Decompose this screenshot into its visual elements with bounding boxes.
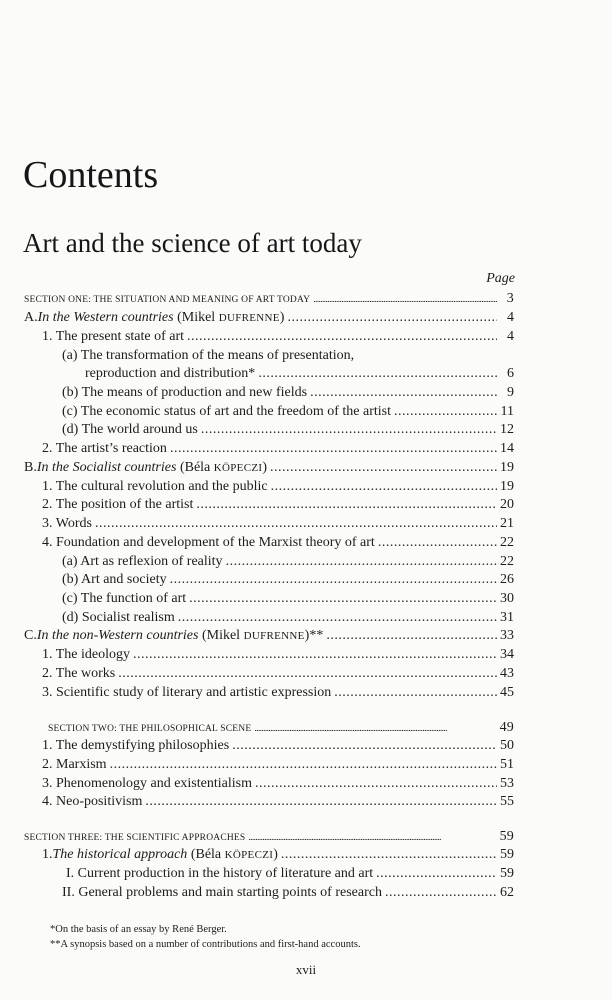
toc-entry-number: I.: [66, 866, 75, 881]
toc-entry-label: [24, 459, 267, 477]
toc-entry-text: The function of art: [77, 591, 187, 606]
toc-entry-label: [42, 478, 268, 496]
toc-entry-label: [42, 515, 92, 533]
toc-leader-dots: [254, 720, 496, 738]
page-column-label: Page: [486, 271, 515, 286]
toc-page-number: 19: [500, 479, 514, 494]
toc-entry-text: The means of production and new fields: [78, 385, 308, 400]
toc-entry-label: [42, 846, 278, 864]
toc-entry[interactable]: [42, 793, 514, 811]
toc-entry[interactable]: [42, 478, 514, 496]
toc-leader-dots: [133, 646, 497, 664]
toc-entry-author: KÖPECZI: [213, 462, 263, 474]
toc-entry-text: The transformation of the means of presentation,: [77, 348, 355, 363]
toc-entry-label: [42, 665, 115, 683]
toc-entry-number: II.: [62, 885, 75, 900]
toc-page-number: 59: [499, 829, 514, 844]
toc-leader-dots: [287, 309, 497, 327]
toc-leader-dots: [189, 590, 497, 608]
toc-entry-number: 1.: [42, 847, 53, 862]
toc-entry-tail: )**: [304, 628, 324, 643]
toc-entry[interactable]: [62, 884, 514, 902]
toc-entry-text: (Béla: [187, 847, 225, 862]
toc-leader-dots: [170, 440, 497, 458]
toc-page-number: 9: [507, 385, 514, 400]
toc-entry-text: The ideology: [52, 647, 131, 662]
toc-entry-text: The demystifying philosophies: [52, 738, 230, 753]
toc-page-number: 34: [500, 647, 514, 662]
toc-entry-label: SECTION THREE: THE SCIENTIFIC APPROACHES: [24, 833, 246, 843]
footnotes: [50, 922, 361, 952]
toc-entry-text: (Béla: [176, 460, 214, 475]
toc-entry-label: [62, 571, 167, 589]
toc-entry-label: [66, 865, 373, 883]
toc-leader-dots: [334, 684, 497, 702]
toc-entry[interactable]: [42, 684, 514, 702]
toc-page-number: 62: [500, 885, 514, 900]
toc-entry-text: The works: [52, 666, 116, 681]
page-subtitle: Art and the science of art today: [23, 228, 362, 258]
toc-leader-dots: [95, 515, 497, 533]
toc-entry[interactable]: [42, 846, 514, 864]
toc-leader-dots: [313, 291, 497, 309]
toc-entry-number: (d): [62, 422, 79, 437]
toc-leader-dots: [281, 846, 497, 864]
toc-leader-dots: [118, 665, 497, 683]
toc-entry-region: In the Western countries: [37, 310, 174, 325]
toc-leader-dots: [270, 459, 497, 477]
toc-entry-number: 1.: [42, 479, 53, 494]
toc-page-number: 50: [500, 738, 514, 753]
toc-entry-tail: ): [262, 460, 267, 475]
toc-entry-number: 2.: [42, 441, 53, 456]
toc-entry-number: 3.: [42, 776, 53, 791]
toc-entry[interactable]: [42, 665, 514, 683]
toc-entry-author: DUFRENNE: [243, 630, 305, 642]
toc-entry[interactable]: [42, 534, 514, 552]
toc-page-number: 3: [506, 291, 514, 306]
toc-entry[interactable]: [24, 627, 514, 645]
toc-page-number: 26: [500, 572, 514, 587]
toc-entry[interactable]: [62, 590, 514, 608]
toc-page-number: 49: [499, 720, 514, 735]
toc-entry[interactable]: [42, 775, 514, 793]
toc-entry-number: 3.: [42, 516, 53, 531]
toc-entry[interactable]: [85, 365, 514, 383]
toc-leader-dots: [376, 865, 497, 883]
toc-entry-label: [85, 365, 255, 383]
toc-page-number: 53: [500, 776, 514, 791]
toc-entry-text: Phenomenology and existentialism: [52, 776, 252, 791]
toc-entry-number: 2.: [42, 757, 53, 772]
toc-entry-text: Words: [52, 516, 92, 531]
toc-leader-dots: [394, 403, 497, 421]
toc-page-number: 4: [507, 329, 514, 344]
toc-page-number: 12: [500, 422, 514, 437]
toc-entry-number: 4.: [42, 794, 53, 809]
toc-entry[interactable]: [24, 459, 514, 477]
toc-entry-text: The position of the artist: [52, 497, 194, 512]
toc-leader-dots: [232, 737, 497, 755]
page-title: Contents: [23, 154, 159, 196]
toc-entry-label: [42, 496, 193, 514]
toc-entry-text: The artist’s reaction: [52, 441, 167, 456]
toc-leader-dots: [258, 365, 497, 383]
toc-entry-label: [24, 309, 284, 327]
toc-entry-text: (Mikel: [173, 310, 219, 325]
toc-entry-number: (a): [62, 554, 78, 569]
toc-entry-author: KÖPECZI: [224, 849, 274, 861]
toc-entry-text: (Mikel: [198, 628, 244, 643]
toc-entry-label: [42, 684, 331, 702]
toc-leader-dots: [255, 775, 497, 793]
toc-page-number: 59: [500, 866, 514, 881]
toc-entry[interactable]: [62, 609, 514, 627]
toc-page-number: 45: [500, 685, 514, 700]
toc-leader-dots: [178, 609, 497, 627]
toc-entry[interactable]: [62, 571, 514, 589]
toc-entry-number: C.: [24, 628, 37, 643]
toc-page-number: 31: [500, 610, 514, 625]
toc-entry[interactable]: [42, 515, 514, 533]
toc-entry-number: 1.: [42, 738, 53, 753]
toc-entry-label: [62, 347, 354, 365]
toc-page-number: 6: [507, 366, 514, 381]
toc-entry-text: The economic status of art and the freedom of the artist: [77, 404, 392, 419]
toc-page-number: 51: [500, 757, 514, 772]
toc-entry[interactable]: [62, 421, 514, 439]
toc-entry-label: [62, 884, 382, 902]
footnote: **A synopsis based on a number of contributions and first-hand accounts.: [50, 939, 361, 950]
toc-page-number: 43: [500, 666, 514, 681]
toc-entry-label: [62, 403, 391, 421]
toc-entry-number: A.: [24, 310, 38, 325]
toc-entry-text: Art and society: [78, 572, 167, 587]
toc-leader-dots: [378, 534, 497, 552]
toc-entry-number: (c): [62, 591, 78, 606]
toc-leader-dots: [110, 756, 497, 774]
toc-entry-label: SECTION ONE: THE SITUATION AND MEANING OF ART TODAY: [24, 295, 311, 305]
toc-entry-text: Neo-positivism: [52, 794, 143, 809]
toc-page-number: 11: [500, 404, 514, 419]
footnote: *On the basis of an essay by René Berger.: [50, 924, 227, 935]
toc-entry-number: (d): [62, 610, 79, 625]
toc-entry-number: (c): [62, 404, 78, 419]
page-number: xvii: [295, 962, 317, 977]
toc-entry-text: The world around us: [78, 422, 198, 437]
toc-page-number: 55: [500, 794, 514, 809]
toc-entry[interactable]: [42, 756, 514, 774]
toc-leader-dots: [201, 421, 497, 439]
toc-entry-label: [42, 775, 252, 793]
toc-entry-text: reproduction and distribution*: [85, 366, 256, 381]
toc-entry-label: [62, 421, 198, 439]
toc-section-heading[interactable]: [24, 828, 514, 847]
toc-entry-label: [62, 590, 186, 608]
toc-entry[interactable]: [42, 496, 514, 514]
toc-entry-text: Socialist realism: [78, 610, 175, 625]
toc-entry-number: 1.: [42, 647, 53, 662]
toc-entry[interactable]: [24, 309, 514, 327]
toc-entry-label: [42, 646, 130, 664]
toc-entry-author: DUFRENNE: [218, 312, 280, 324]
toc-leader-dots: [385, 884, 497, 902]
toc-page-number: 19: [500, 460, 514, 475]
toc-leader-dots: [326, 627, 497, 645]
toc-page-number: 33: [500, 628, 514, 643]
toc-page-number: 59: [500, 847, 514, 862]
toc-entry-number: 2.: [42, 666, 53, 681]
toc-entry-number: 4.: [42, 535, 53, 550]
toc-entry-number: 2.: [42, 497, 53, 512]
toc-page-number: 30: [500, 591, 514, 606]
toc-entry-number: 1.: [42, 329, 53, 344]
toc-leader-dots: [196, 496, 497, 514]
toc-entry-label: [42, 328, 184, 346]
toc-entry-number: (b): [62, 385, 79, 400]
toc-page-number: 20: [500, 497, 514, 512]
toc-entry-label: [42, 534, 375, 552]
toc-page-number: 21: [500, 516, 514, 531]
toc-entry[interactable]: [66, 865, 514, 883]
toc-entry[interactable]: [42, 737, 514, 755]
toc-page-number: 22: [500, 535, 514, 550]
toc-entry-text: The present state of art: [52, 329, 185, 344]
toc-page-number: 14: [500, 441, 514, 456]
toc-entry-number: (b): [62, 572, 79, 587]
toc-entry-label: [24, 627, 323, 645]
toc-entry-label: [42, 793, 142, 811]
toc-entry-text: Scientific study of literary and artistic expression: [52, 685, 332, 700]
toc-entry-tail: ): [279, 310, 285, 325]
toc-leader-dots: [226, 553, 497, 571]
toc-entry-text: Art as reflexion of reality: [77, 554, 223, 569]
toc-entry[interactable]: [42, 440, 514, 458]
toc-leader-dots: [248, 829, 496, 847]
toc-entry-region: In the non-Western countries: [36, 628, 199, 643]
toc-page-number: 22: [500, 554, 514, 569]
toc-section-heading[interactable]: [48, 719, 514, 738]
toc-entry-text: Foundation and development of the Marxist theory of art: [52, 535, 375, 550]
toc-entry-label: [42, 737, 229, 755]
toc-entry[interactable]: [62, 384, 514, 402]
toc-leader-dots: [271, 478, 497, 496]
toc-entry-tail: ): [273, 847, 278, 862]
toc-entry-text: Current production in the history of literature and art: [74, 866, 374, 881]
toc-entry[interactable]: [42, 646, 514, 664]
toc-leader-dots: [310, 384, 497, 402]
toc-entry-label: SECTION TWO: THE PHILOSOPHICAL SCENE: [48, 724, 252, 734]
toc-entry[interactable]: [62, 403, 514, 421]
toc-entry-text: The cultural revolution and the public: [52, 479, 268, 494]
toc-entry[interactable]: [62, 553, 514, 571]
toc-entry-region: The historical approach: [52, 847, 188, 862]
toc-entry-text: Marxism: [52, 757, 107, 772]
toc-entry-number: B.: [24, 460, 37, 475]
toc-leader-dots: [170, 571, 497, 589]
toc-entry-text: General problems and main starting points of research: [74, 885, 382, 900]
toc-entry-number: (a): [62, 348, 78, 363]
toc-entry-label: [42, 440, 167, 458]
toc-entry[interactable]: [42, 328, 514, 346]
toc-section-heading[interactable]: [24, 290, 514, 309]
toc-page-number: 4: [507, 310, 514, 325]
toc-entry-number: 3.: [42, 685, 53, 700]
toc-entry-label: [62, 384, 307, 402]
toc-entry-region: In the Socialist countries: [36, 460, 177, 475]
toc-entry-label: [62, 609, 175, 627]
toc-entry[interactable]: [62, 347, 514, 365]
toc-entry-label: [62, 553, 223, 571]
toc-leader-dots: [187, 328, 497, 346]
toc-entry-label: [42, 756, 107, 774]
toc-leader-dots: [145, 793, 497, 811]
